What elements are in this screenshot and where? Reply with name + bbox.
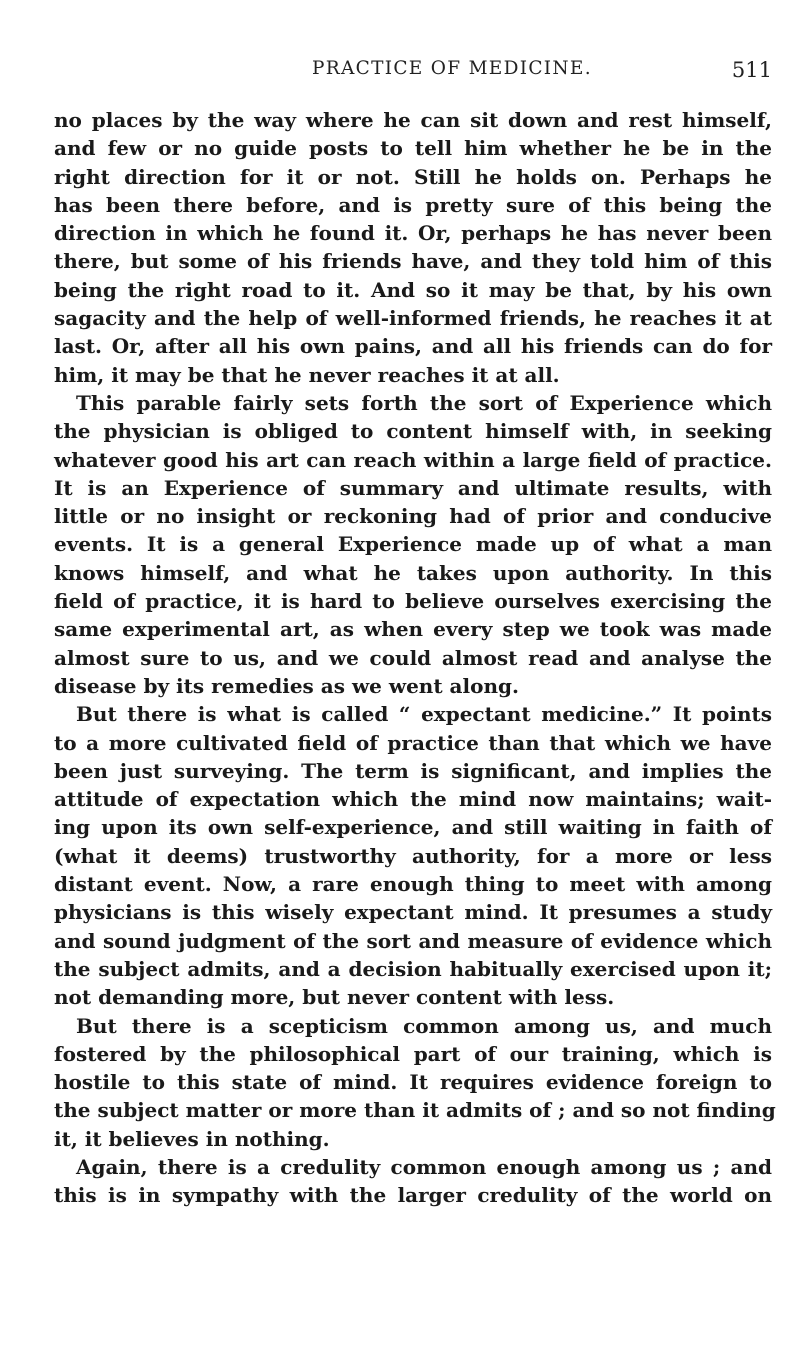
text-line: direction in which he found it. Or, perhaps he has never been xyxy=(54,221,772,246)
text-line: Again, there is a credulity common enough among us ; and xyxy=(76,1154,772,1179)
text-line: It is an Experience of summary and ultimate results, with xyxy=(54,475,772,500)
text-line: the physician is obliged to content himself with, in seeking xyxy=(54,419,772,444)
text-line: last. Or, after all his own pains, and all his friends can do for xyxy=(54,334,772,359)
text-line: and few or no guide posts to tell him whether he be in the xyxy=(54,136,772,161)
text-line: has been there before, and is pretty sure of this being the xyxy=(54,192,772,217)
text-line: same experimental art, as when every step we took was made xyxy=(54,617,772,642)
text-line: being the right road to it. And so it may be that, by his own xyxy=(54,277,772,302)
text-line: sagacity and the help of well-informed friends, he reaches it at xyxy=(54,306,772,331)
running-title: PRACTICE OF MEDICINE. xyxy=(312,58,592,79)
text-line: But there is a scepticism common among us, and much xyxy=(76,1013,772,1038)
running-head xyxy=(54,58,772,88)
text-line: little or no insight or reckoning had of prior and conducive xyxy=(54,504,772,529)
text-line: been just surveying. The term is significant, and implies the xyxy=(54,758,772,783)
text-line: there, but some of his friends have, and they told him of this xyxy=(54,249,772,274)
text-line: to a more cultivated field of practice than that which we have xyxy=(54,730,772,755)
text-line: But there is what is called “ expectant medicine.” It points xyxy=(76,702,772,727)
text-line: and sound judgment of the sort and measure of evidence which xyxy=(54,928,772,953)
text-line: events. It is a general Experience made up of what a man xyxy=(54,532,772,557)
text-line: almost sure to us, and we could almost read and analyse the xyxy=(54,645,772,670)
text-line: right direction for it or not. Still he holds on. Perhaps he xyxy=(54,164,772,189)
text-line: distant event. Now, a rare enough thing to meet with among xyxy=(54,872,772,897)
text-line: fostered by the philosophical part of our training, which is xyxy=(54,1041,772,1066)
text-line: no places by the way where he can sit down and rest himself, xyxy=(54,108,772,132)
text-line: disease by its remedies as we went along. xyxy=(54,673,519,698)
text-line: whatever good his art can reach within a large field of practice. xyxy=(54,447,772,472)
text-line: (what it deems) trustworthy authority, for a more or less xyxy=(54,843,772,868)
text-line: him, it may be that he never reaches it at all. xyxy=(54,362,560,387)
text-line: the subject matter or more than it admits of ; and so not finding xyxy=(54,1098,776,1123)
text-line: knows himself, and what he takes upon authority. In this xyxy=(54,560,772,585)
text-line: hostile to this state of mind. It requires evidence foreign to xyxy=(54,1070,772,1095)
text-line: this is in sympathy with the larger credulity of the world on xyxy=(54,1183,772,1208)
page-number: 511 xyxy=(731,58,772,82)
text-line: the subject admits, and a decision habitually exercised upon it; xyxy=(54,956,772,981)
text-line: physicians is this wisely expectant mind. It presumes a study xyxy=(54,900,772,925)
text-line: This parable fairly sets forth the sort of Experience which xyxy=(76,390,772,415)
text-line: ing upon its own self-experience, and still waiting in faith of xyxy=(54,815,772,840)
text-line: field of practice, it is hard to believe ourselves exercising the xyxy=(54,589,772,614)
text-line: not demanding more, but never content with less. xyxy=(54,985,615,1010)
text-line: attitude of expectation which the mind now maintains; wait- xyxy=(54,787,772,812)
body-text xyxy=(54,106,776,1210)
text-line: it, it believes in nothing. xyxy=(54,1126,330,1151)
